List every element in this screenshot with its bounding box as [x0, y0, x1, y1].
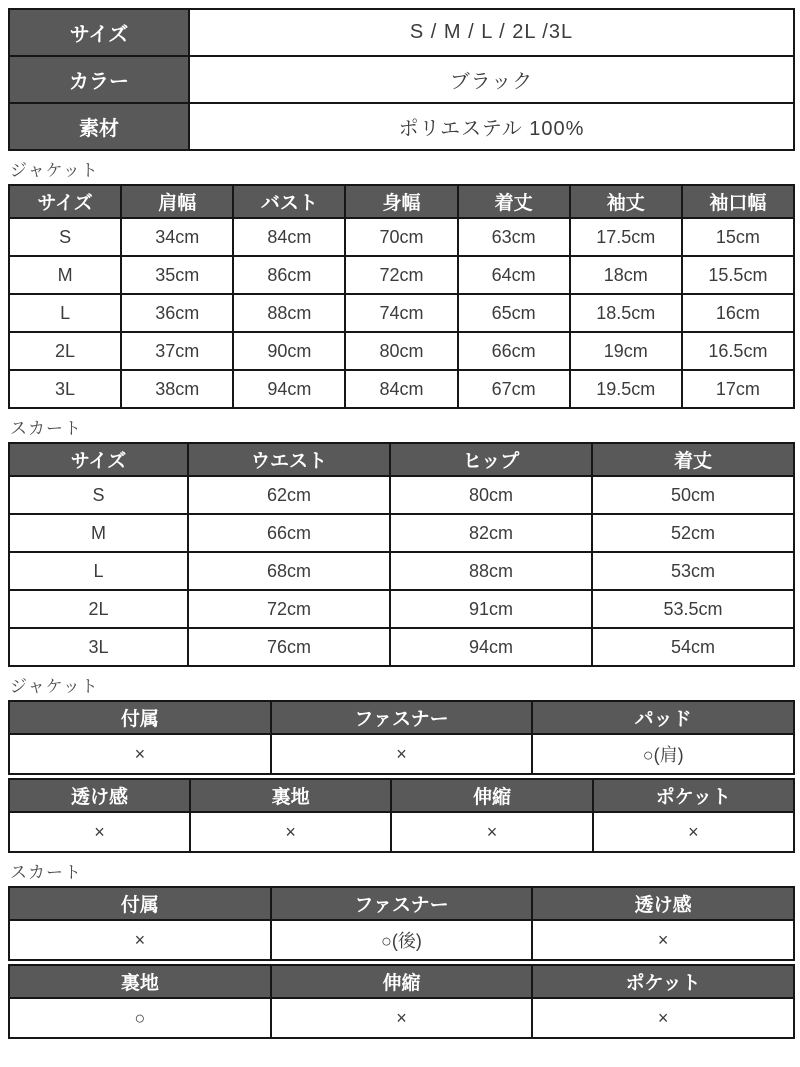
table-row: [9, 552, 794, 590]
table-cell: 94cm: [390, 628, 592, 666]
table-cell: 3L: [9, 628, 188, 666]
table-cell: S: [9, 476, 188, 514]
column-header: ウエスト: [188, 443, 390, 476]
table-cell: L: [9, 294, 121, 332]
table-cell: 2L: [9, 332, 121, 370]
column-header: 身幅: [345, 185, 457, 218]
table-cell: L: [9, 552, 188, 590]
section-label-jacket-size: ジャケット: [10, 161, 99, 180]
info-value-size: S / M / L / 2L /3L: [189, 9, 794, 56]
detail-header: ポケット: [593, 779, 794, 812]
detail-header: 透け感: [532, 887, 794, 920]
info-value-material: ポリエステル 100%: [189, 103, 794, 150]
table-cell: 80cm: [390, 476, 592, 514]
section-label-skirt-details: スカート: [10, 863, 82, 882]
table-cell: 76cm: [188, 628, 390, 666]
table-row: [9, 514, 794, 552]
column-header: 袖丈: [570, 185, 682, 218]
table-cell: 19.5cm: [570, 370, 682, 408]
table-cell: 90cm: [233, 332, 345, 370]
skirt-size-table: [8, 442, 795, 667]
table-cell: 2L: [9, 590, 188, 628]
detail-header-row: [9, 701, 794, 734]
detail-value: ×: [532, 998, 794, 1038]
detail-header: 裏地: [9, 965, 271, 998]
product-info-table: [8, 8, 795, 151]
table-cell: 84cm: [345, 370, 457, 408]
table-cell: 88cm: [233, 294, 345, 332]
table-cell: 34cm: [121, 218, 233, 256]
table-cell: 64cm: [458, 256, 570, 294]
detail-header: ファスナー: [271, 701, 533, 734]
table-row: [9, 218, 794, 256]
table-cell: 74cm: [345, 294, 457, 332]
detail-value: ×: [190, 812, 391, 852]
detail-value: ×: [9, 734, 271, 774]
column-header: バスト: [233, 185, 345, 218]
detail-value: ○(後): [271, 920, 533, 960]
table-cell: 17cm: [682, 370, 794, 408]
table-cell: 38cm: [121, 370, 233, 408]
info-row-size: [9, 9, 794, 56]
detail-header: 付属: [9, 701, 271, 734]
table-cell: 53cm: [592, 552, 794, 590]
table-cell: 72cm: [345, 256, 457, 294]
detail-header: 裏地: [190, 779, 391, 812]
table-row: [9, 628, 794, 666]
detail-value-row: [9, 734, 794, 774]
table-cell: 70cm: [345, 218, 457, 256]
table-cell: 91cm: [390, 590, 592, 628]
info-label-size: サイズ: [9, 9, 189, 56]
info-value-color: ブラック: [189, 56, 794, 103]
column-header: サイズ: [9, 443, 188, 476]
jacket-details-table-bottom: [8, 778, 795, 853]
table-cell: 53.5cm: [592, 590, 794, 628]
column-header: 肩幅: [121, 185, 233, 218]
table-cell: 35cm: [121, 256, 233, 294]
table-cell: 80cm: [345, 332, 457, 370]
detail-header: パッド: [532, 701, 794, 734]
detail-header-row: [9, 887, 794, 920]
table-cell: 36cm: [121, 294, 233, 332]
table-cell: 18.5cm: [570, 294, 682, 332]
detail-value-row: [9, 812, 794, 852]
detail-value: ×: [593, 812, 794, 852]
table-cell: 18cm: [570, 256, 682, 294]
detail-header: 伸縮: [271, 965, 533, 998]
table-row: [9, 256, 794, 294]
table-cell: 67cm: [458, 370, 570, 408]
table-cell: 82cm: [390, 514, 592, 552]
table-cell: S: [9, 218, 121, 256]
detail-value: ×: [271, 734, 533, 774]
table-cell: 50cm: [592, 476, 794, 514]
column-header: サイズ: [9, 185, 121, 218]
table-cell: 15.5cm: [682, 256, 794, 294]
table-cell: M: [9, 514, 188, 552]
detail-value: ×: [9, 812, 190, 852]
table-cell: 66cm: [458, 332, 570, 370]
table-cell: M: [9, 256, 121, 294]
column-header: 袖口幅: [682, 185, 794, 218]
table-cell: 37cm: [121, 332, 233, 370]
table-row: [9, 590, 794, 628]
detail-value: ×: [391, 812, 592, 852]
detail-header-row: [9, 779, 794, 812]
info-label-material: 素材: [9, 103, 189, 150]
table-cell: 72cm: [188, 590, 390, 628]
header-row: [9, 443, 794, 476]
table-cell: 86cm: [233, 256, 345, 294]
detail-header: 透け感: [9, 779, 190, 812]
info-row-color: [9, 56, 794, 103]
info-label-color: カラー: [9, 56, 189, 103]
jacket-size-table: [8, 184, 795, 409]
table-cell: 19cm: [570, 332, 682, 370]
table-row: [9, 476, 794, 514]
table-row: [9, 370, 794, 408]
column-header: ヒップ: [390, 443, 592, 476]
detail-header: ポケット: [532, 965, 794, 998]
header-row: [9, 185, 794, 218]
table-cell: 16cm: [682, 294, 794, 332]
section-label-jacket-details: ジャケット: [10, 677, 99, 696]
info-row-material: [9, 103, 794, 150]
table-cell: 84cm: [233, 218, 345, 256]
detail-header: 伸縮: [391, 779, 592, 812]
detail-value-row: [9, 998, 794, 1038]
table-cell: 3L: [9, 370, 121, 408]
jacket-details-table-top: [8, 700, 795, 775]
column-header: 着丈: [592, 443, 794, 476]
table-cell: 54cm: [592, 628, 794, 666]
detail-value: ×: [532, 920, 794, 960]
detail-header: ファスナー: [271, 887, 533, 920]
table-cell: 52cm: [592, 514, 794, 552]
detail-value: ×: [9, 920, 271, 960]
table-cell: 62cm: [188, 476, 390, 514]
skirt-details-table-top: [8, 886, 795, 961]
table-row: [9, 332, 794, 370]
table-cell: 15cm: [682, 218, 794, 256]
detail-value-row: [9, 920, 794, 960]
skirt-details-table-bottom: [8, 964, 795, 1039]
column-header: 着丈: [458, 185, 570, 218]
detail-header-row: [9, 965, 794, 998]
detail-value: ○(肩): [532, 734, 794, 774]
table-row: [9, 294, 794, 332]
detail-header: 付属: [9, 887, 271, 920]
table-cell: 17.5cm: [570, 218, 682, 256]
detail-value: ○: [9, 998, 271, 1038]
table-cell: 65cm: [458, 294, 570, 332]
table-cell: 68cm: [188, 552, 390, 590]
table-cell: 66cm: [188, 514, 390, 552]
table-cell: 88cm: [390, 552, 592, 590]
table-cell: 16.5cm: [682, 332, 794, 370]
table-cell: 94cm: [233, 370, 345, 408]
section-label-skirt-size: スカート: [10, 419, 82, 438]
table-cell: 63cm: [458, 218, 570, 256]
detail-value: ×: [271, 998, 533, 1038]
